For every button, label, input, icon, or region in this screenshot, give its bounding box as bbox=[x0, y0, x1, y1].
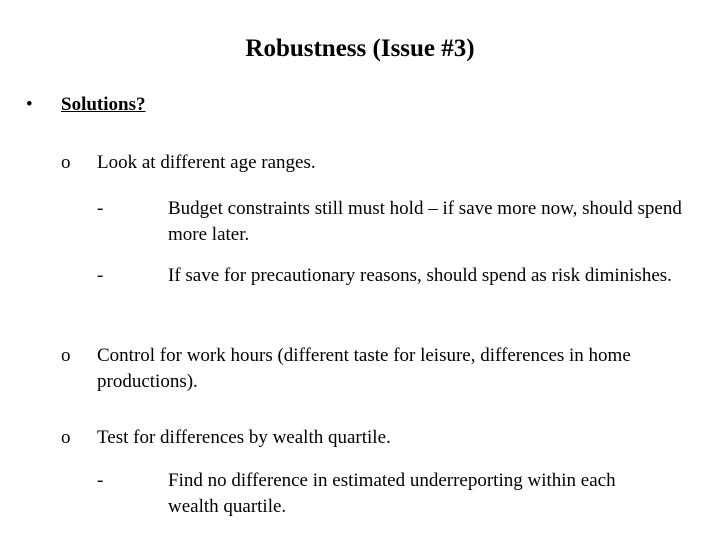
item-marker: o bbox=[61, 345, 71, 366]
bullet-heading: Solutions? bbox=[61, 94, 146, 115]
item-marker: o bbox=[61, 427, 71, 448]
item-marker: o bbox=[61, 152, 71, 173]
subitem-text: Budget constraints still must hold – if save more now, should spend more later. bbox=[168, 198, 682, 245]
item-text: Look at different age ranges. bbox=[97, 152, 316, 173]
item-text: Control for work hours (different taste for leisure, differences in home productions). bbox=[97, 345, 631, 392]
item-text: Test for differences by wealth quartile. bbox=[97, 427, 391, 448]
subitem-marker: - bbox=[97, 198, 104, 219]
subitem-marker: - bbox=[97, 265, 104, 286]
subitem-text: If save for precautionary reasons, should spend as risk diminishes. bbox=[168, 265, 672, 286]
slide-title: Robustness (Issue #3) bbox=[245, 35, 475, 62]
subitem-marker: - bbox=[97, 470, 104, 491]
subitem-text: Find no difference in estimated underreporting within each wealth quartile. bbox=[168, 470, 616, 517]
bullet-marker: • bbox=[26, 94, 33, 115]
